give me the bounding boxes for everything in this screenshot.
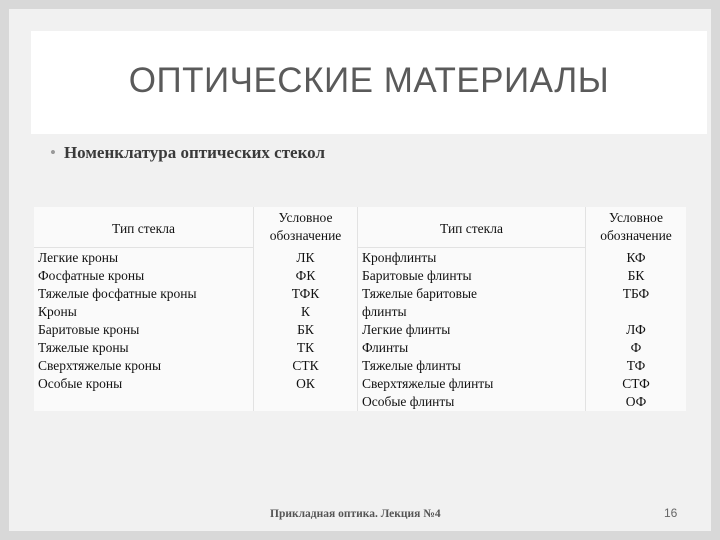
column-code-2	[586, 207, 686, 411]
table-cell: Тяжелые кроны	[38, 340, 129, 355]
table-cell: Тяжелые баритовые	[362, 286, 478, 301]
glass-table	[34, 207, 686, 411]
table-cell: Кронфлинты	[362, 250, 437, 265]
table-cell: Тяжелые флинты	[362, 358, 461, 373]
table-cell: Особые флинты	[362, 394, 455, 409]
table-cell: Кроны	[38, 304, 77, 319]
bullet-item	[50, 143, 325, 163]
table-cell: ТБФ	[622, 286, 650, 301]
table-cell: ТК	[296, 340, 315, 355]
table-cell: ТФ	[626, 358, 646, 373]
table-cell: ОФ	[625, 394, 647, 409]
table-cell: СТФ	[622, 376, 650, 391]
column-glass-type-1	[34, 207, 254, 411]
table-cell: Фосфатные кроны	[38, 268, 145, 283]
table-cell: флинты	[362, 304, 407, 319]
table-cell: Баритовые кроны	[38, 322, 140, 337]
table-cell: БК	[297, 322, 314, 337]
column-code-1	[254, 207, 358, 411]
table-cell: ТФК	[291, 286, 320, 301]
page-number: 16	[664, 506, 678, 520]
rows-col3	[358, 249, 585, 411]
table-cell: Баритовые флинты	[362, 268, 472, 283]
table-cell: ОК	[296, 376, 315, 391]
table-cell: КФ	[626, 250, 646, 265]
rows-col2	[254, 249, 357, 393]
header-code-1-line2: обозначение	[269, 228, 342, 243]
table-cell: К	[300, 304, 310, 319]
table-cell: Ф	[630, 340, 642, 355]
table-cell: ЛК	[296, 250, 315, 265]
table-cell: БК	[627, 268, 645, 283]
bullet-dot-icon: •	[50, 143, 56, 162]
table-cell: Флинты	[362, 340, 409, 355]
table-cell: ФК	[295, 268, 316, 283]
table-cell: Тяжелые фосфатные кроны	[38, 286, 197, 301]
slide-title: ОПТИЧЕСКИЕ МАТЕРИАЛЫ	[128, 61, 610, 100]
rows-col1	[34, 249, 253, 393]
table-cell	[586, 303, 686, 321]
table-cell: Легкие флинты	[362, 322, 451, 337]
column-glass-type-2	[358, 207, 586, 411]
rows-col4	[586, 249, 686, 411]
table-cell: СТК	[292, 358, 319, 373]
header-code-2-line2: обозначение	[600, 228, 672, 243]
slide-footer: Прикладная оптика. Лекция №4	[270, 508, 441, 520]
table-cell: Особые кроны	[38, 376, 123, 391]
header-glass-type-2: Тип стекла	[440, 221, 503, 236]
header-glass-type-1: Тип стекла	[112, 221, 175, 236]
table-cell: Легкие кроны	[38, 250, 119, 265]
header-code-1-line1: Условное	[278, 210, 333, 225]
table-cell: ЛФ	[626, 322, 646, 337]
table-cell: Сверхтяжелые флинты	[362, 376, 494, 391]
title-box	[31, 31, 707, 134]
header-code-2-line1: Условное	[609, 210, 663, 225]
table-cell: Сверхтяжелые кроны	[38, 358, 162, 373]
bullet-text: Номенклатура оптических стекол	[63, 143, 325, 162]
